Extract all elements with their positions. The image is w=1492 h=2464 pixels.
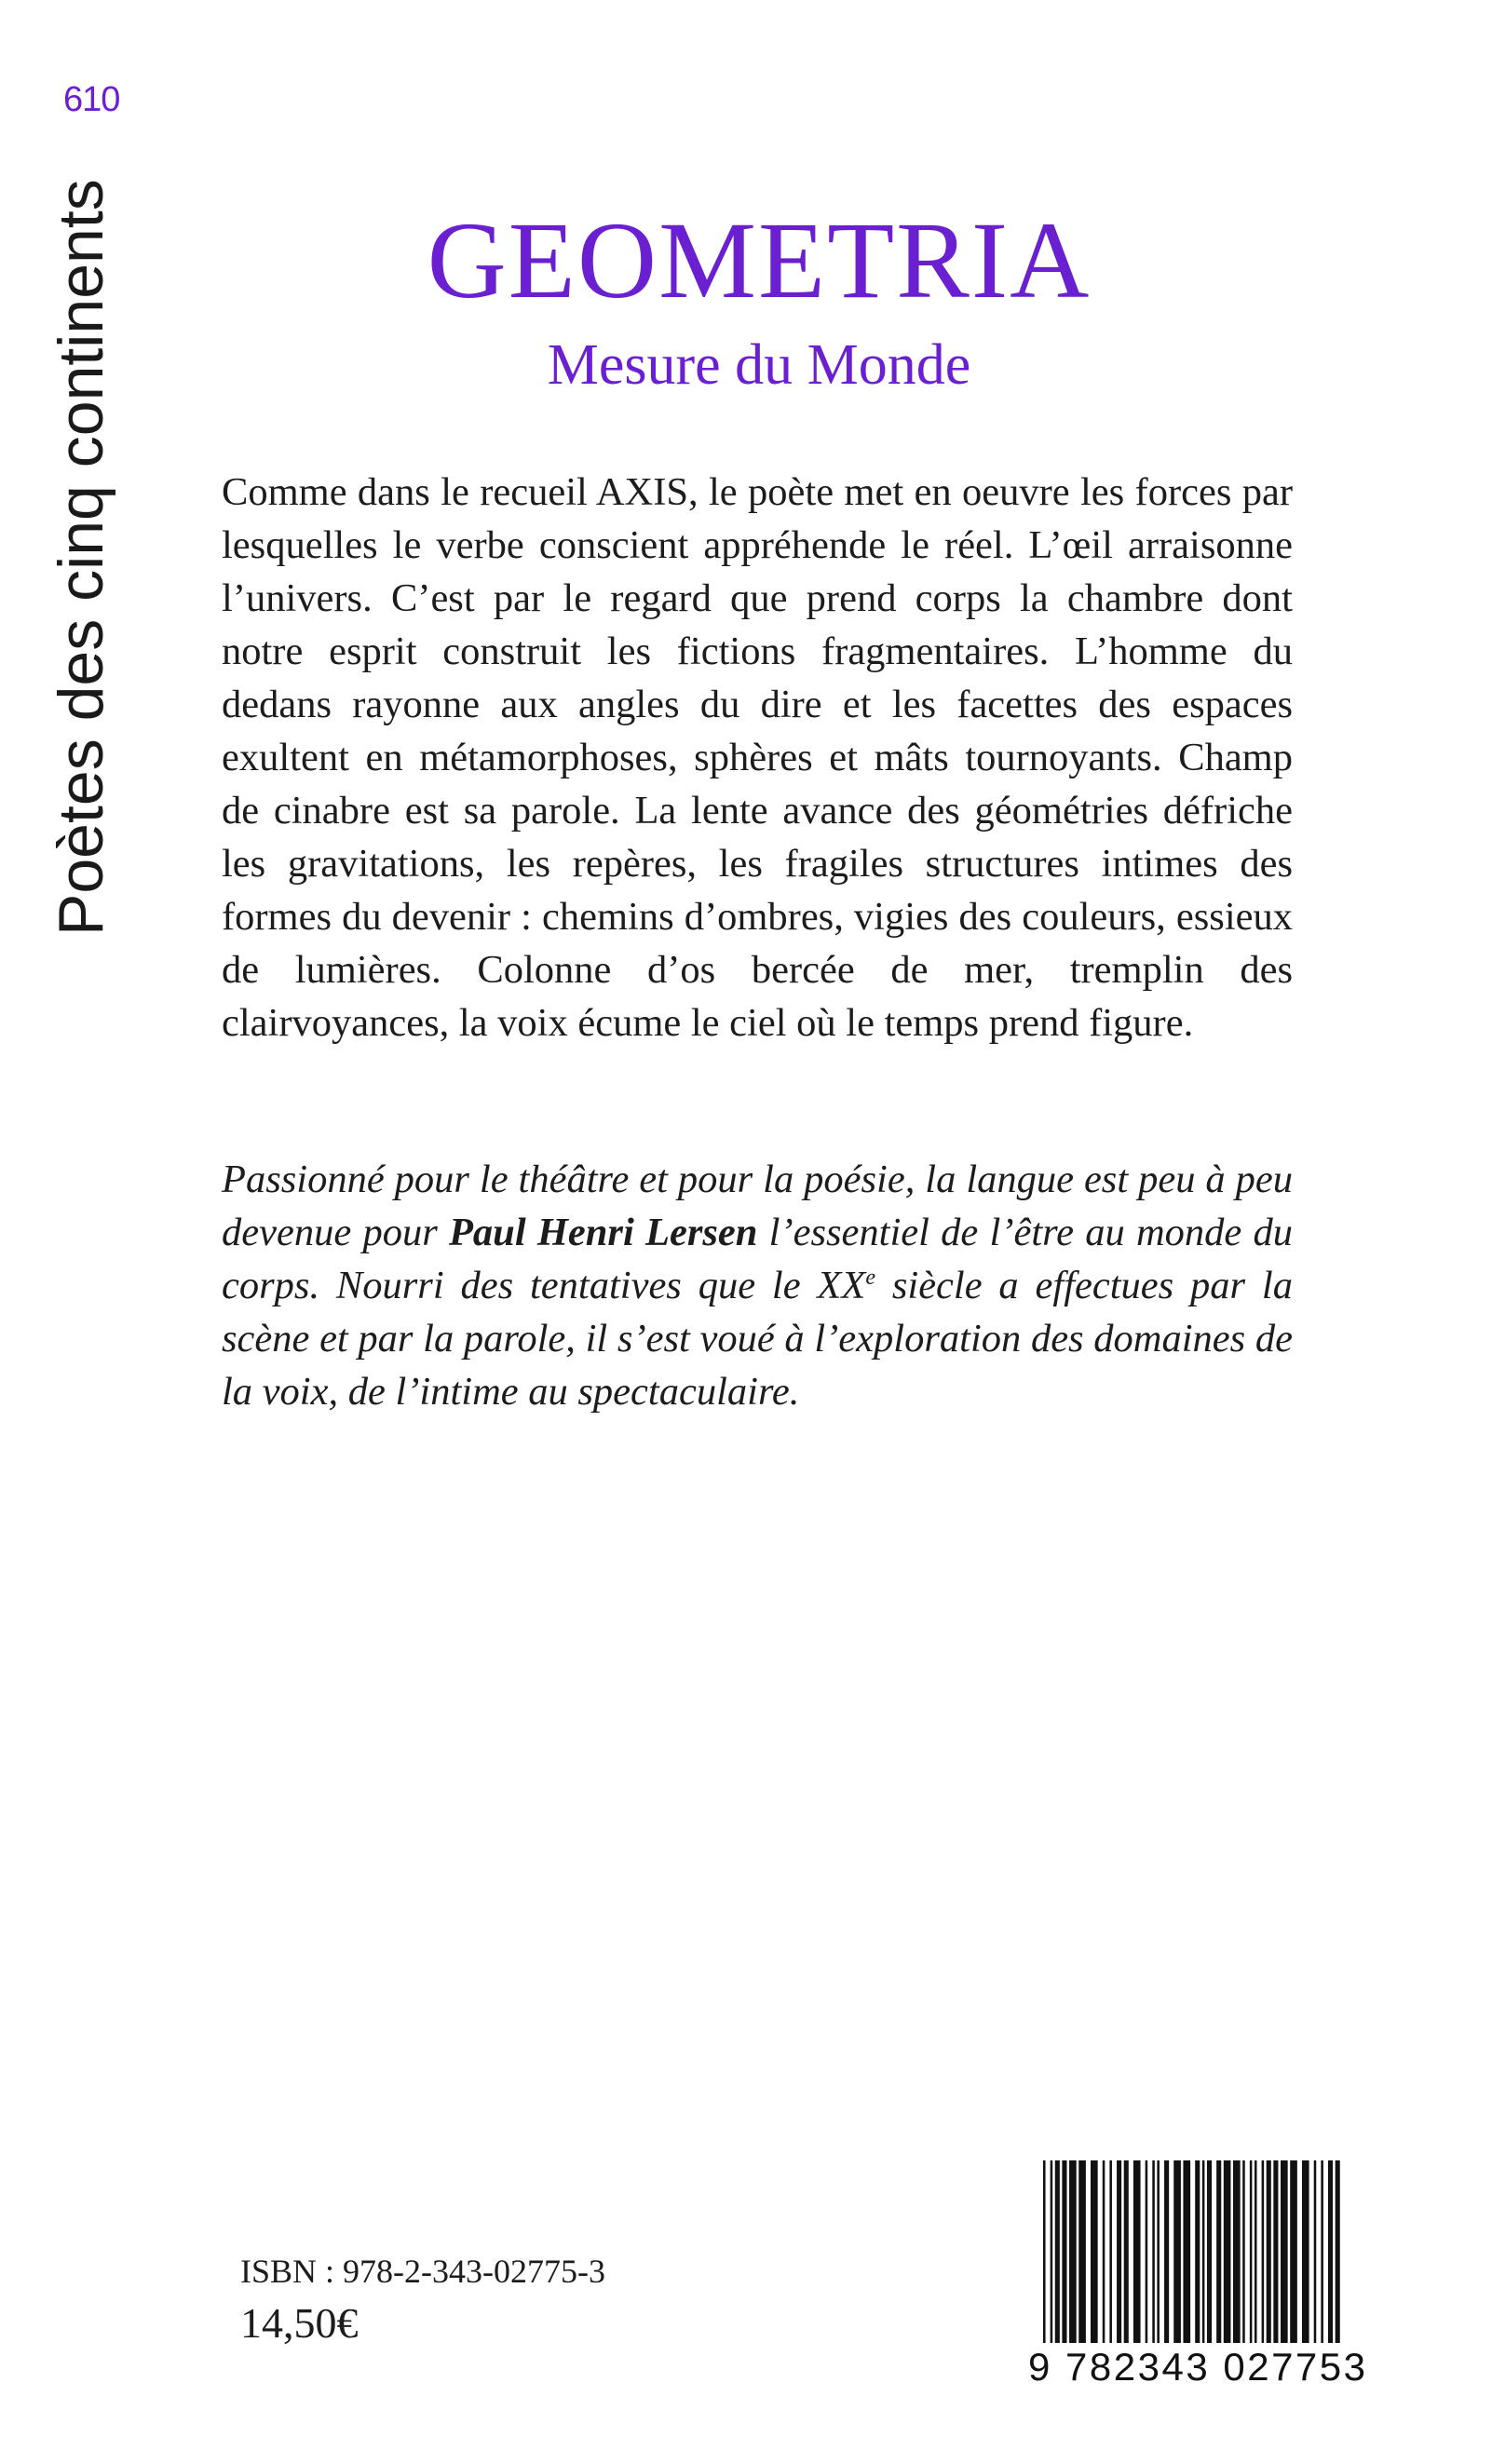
book-title: GEOMETRIA — [427, 199, 1092, 321]
barcode-digits: 9 782343 027753 — [1028, 2345, 1368, 2389]
author-bio — [222, 1153, 1293, 1418]
barcode-bars-icon — [1041, 2160, 1341, 2343]
bio-text-part2: l’essentiel de l’être au monde du corps. Nourri des tentatives que le XX — [222, 1211, 1293, 1307]
bio-text-part1: Passionné pour le théâtre et pour la poésie, la langue est peu à peu devenue pour — [222, 1158, 1293, 1254]
price-text: 14,50€ — [240, 2299, 359, 2347]
bio-text-part3: siècle a effectues par la scène et par la parole, il s’est voué à l’exploration des domaines de la voix, de l’intime au spectaculaire. — [222, 1264, 1293, 1414]
book-summary: Comme dans le recueil AXIS, le poète met en oeuvre les forces par lesquelles le verbe conscient appréhende le réel. L’œil arraisonne l’univers. C’est par le regard que prend corps la chambre dont notre esprit construit les fictions fragmentaires. L’homme du dedans rayonne aux angles du dire et les facettes des espaces exultent en métamorphoses, sphères et mâts tournoyants. Champ de cinabre est sa parole. La lente avance des géométries défriche les gravitations, les repères, les fragiles structures intimes des formes du devenir : chemins d’ombres, vigies des couleurs, essieux de lumières. Colonne d’os bercée de mer, tremplin des clairvoyances, la voix écume le ciel où le temps prend figure. — [222, 470, 1293, 1045]
author-name: Paul Henri Lersen — [448, 1211, 758, 1254]
series-name-container — [37, 179, 126, 936]
barcode — [1028, 2160, 1368, 2389]
isbn-text: ISBN : 978-2-343-02775-3 — [240, 2253, 605, 2290]
book-subtitle: Mesure du Monde — [547, 333, 971, 397]
series-name: Poètes des cinq continents — [46, 179, 116, 936]
series-number: 610 — [63, 80, 120, 119]
century-superscript: e — [865, 1265, 875, 1290]
